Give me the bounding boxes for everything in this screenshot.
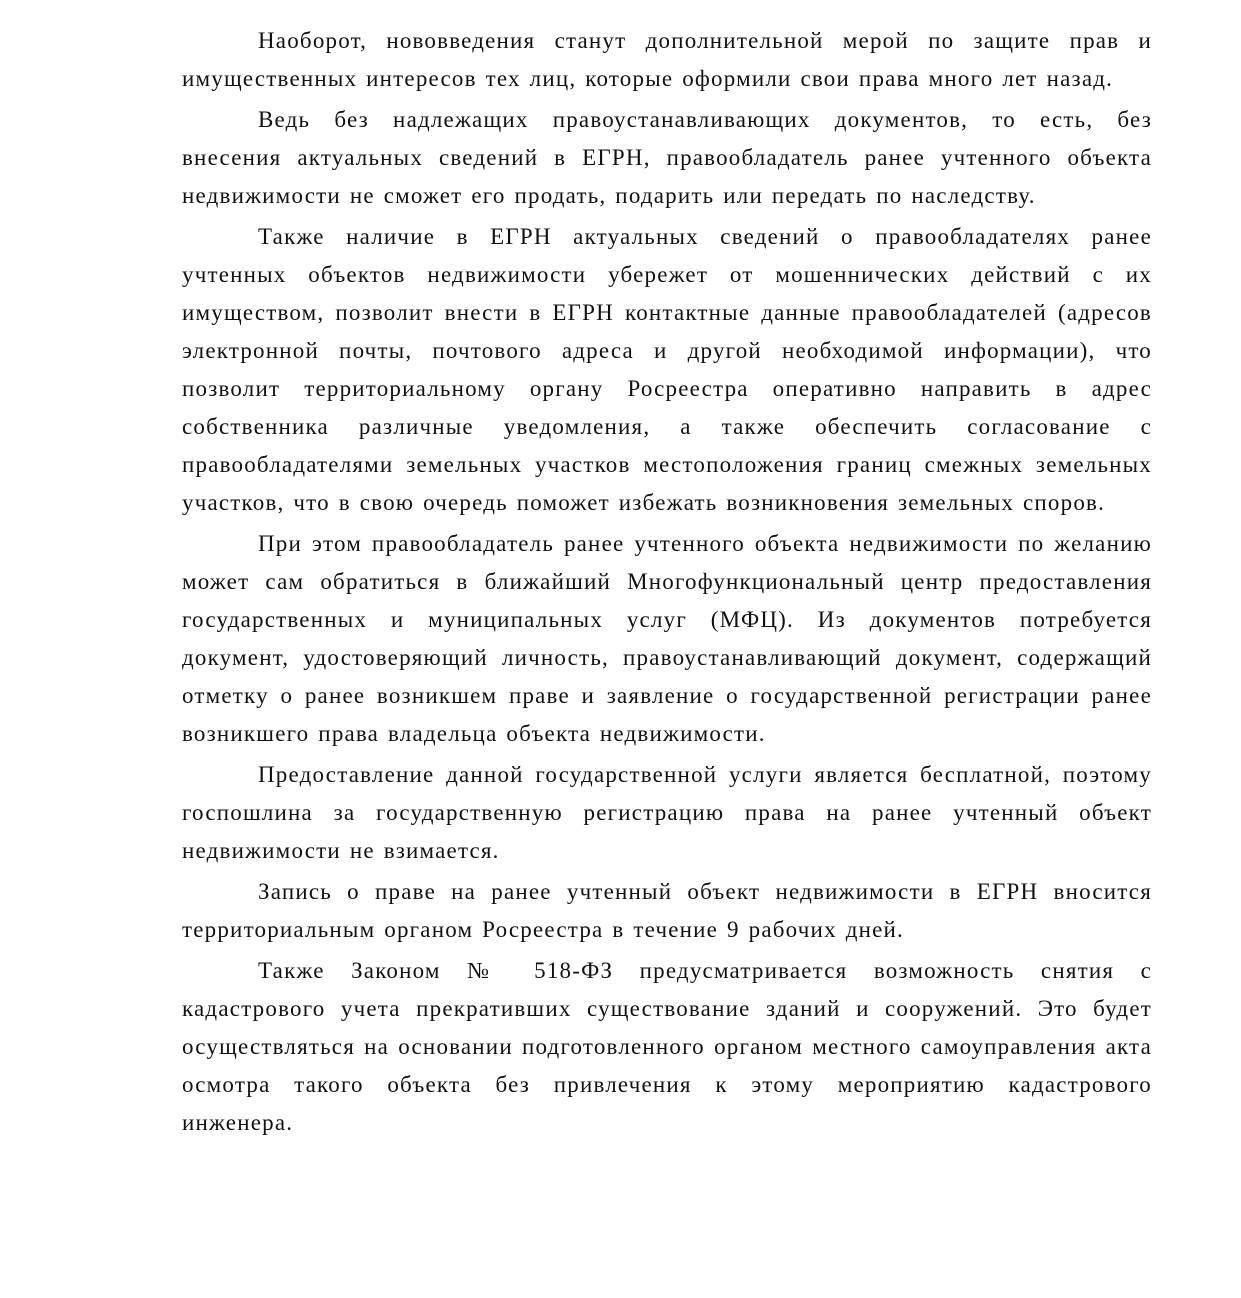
paragraph-4: При этом правообладатель ранее учтенного объекта недвижимости по желанию может сам обратиться в ближайший Многофункциональный центр предоставления государственных и муниципальных услуг (МФЦ). Из документов потребуется документ, удостоверяющий личность, правоустанавливающий документ, содержащий отметку о ранее возникшем праве и заявление о государственной регистрации ранее возникшего права владельца объекта недвижимости.: [182, 531, 1152, 746]
paragraph-1: Наоборот, нововведения станут дополнительной мерой по защите прав и имущественных интересов тех лиц, которые оформили свои права много лет назад.: [182, 28, 1152, 91]
paragraph-2: Ведь без надлежащих правоустанавливающих документов, то есть, без внесения актуальных сведений в ЕГРН, правообладатель ранее учтенного объекта недвижимости не сможет его продать, подарить или передать по наследству.: [182, 107, 1152, 208]
paragraph-6: Запись о праве на ранее учтенный объект недвижимости в ЕГРН вносится территориальным органом Росреестра в течение 9 рабочих дней.: [182, 879, 1152, 942]
paragraph-5: Предоставление данной государственной услуги является бесплатной, поэтому госпошлина за государственную регистрацию права на ранее учтенный объект недвижимости не взимается.: [182, 762, 1152, 863]
paragraph-3: Также наличие в ЕГРН актуальных сведений о правообладателях ранее учтенных объектов недвижимости убережет от мошеннических действий с их имуществом, позволит внести в ЕГРН контактные данные правообладателей (адресов электронной почты, почтового адреса и другой необходимой информации), что позволит территориальному органу Росреестра оперативно направить в адрес собственника различные уведомления, а также обеспечить согласование с правообладателями земельных участков местоположения границ смежных земельных участков, что в свою очередь поможет избежать возникновения земельных споров.: [182, 224, 1152, 515]
paragraph-7: Также Законом № 518-ФЗ предусматривается возможность снятия с кадастрового учета прекративших существование зданий и сооружений. Это будет осуществляться на основании подготовленного органом местного самоуправления акта осмотра такого объекта без привлечения к этому мероприятию кадастрового инженера.: [182, 958, 1152, 1135]
document-body: [182, 22, 1152, 1145]
